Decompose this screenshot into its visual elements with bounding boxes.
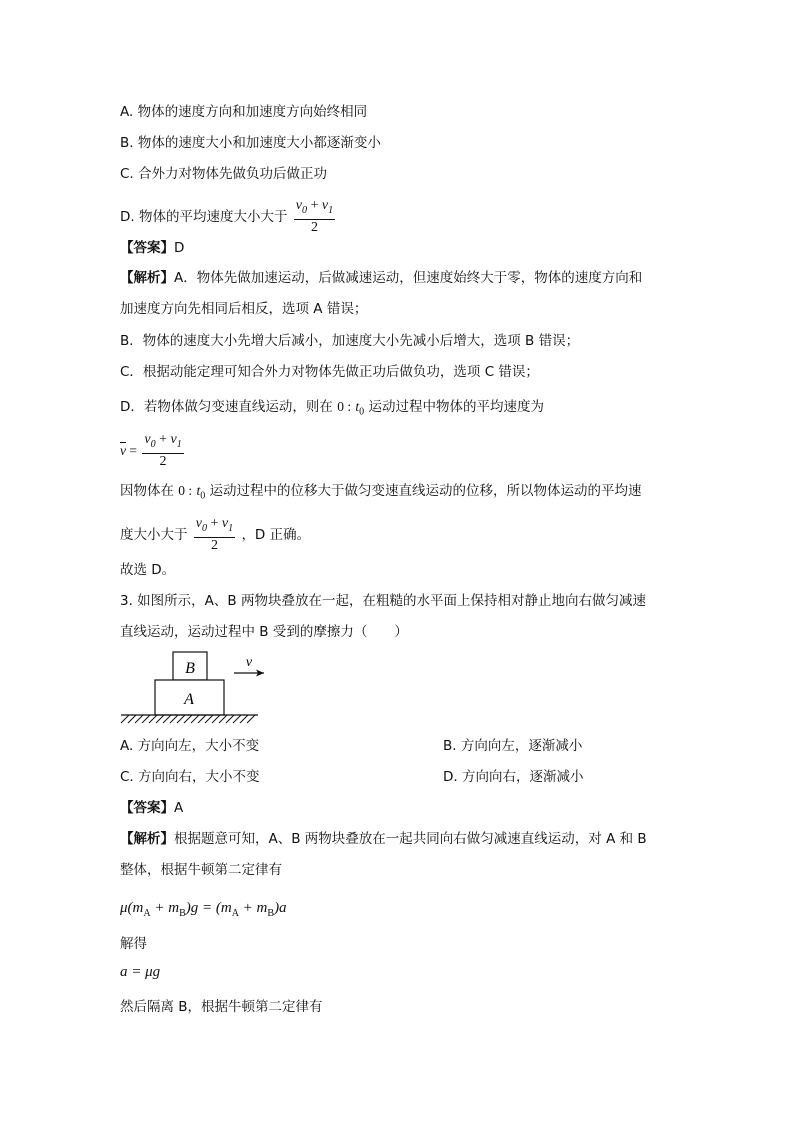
- q3-analysis-line-1: 【解析】根据题意可知，A、B 两物块叠放在一起共同向右做匀减速直线运动，对 A 和 B: [120, 831, 647, 847]
- q2-analysis-line-8: 度大小大于 $\frac{v_0 + v_1}{2}$ ，D 正确。: [120, 516, 311, 553]
- q3-stem-line-2: 直线运动，运动过程中 B 受到的摩擦力（ ）: [120, 624, 408, 640]
- q2-avg-velocity-formula: $\overline{v}$ = $\frac{v_0 + v_1}{2}$: [120, 432, 182, 469]
- q2-analysis-line-5: D．若物体做匀变速直线运动，则在 0 : $t_0$ 运动过程中物体的平均速度为: [120, 399, 544, 418]
- q2-analysis-line-2: 加速度方向先相同后相反，选项 A 错误；: [120, 301, 368, 317]
- q3-option-c: C. 方向向右，大小不变: [120, 769, 260, 785]
- q3-figure: [118, 648, 278, 730]
- q3-jiede: 解得: [120, 936, 147, 952]
- q2-option-c: C. 合外力对物体先做负功后做正功: [120, 166, 328, 182]
- q2-option-a: A. 物体的速度方向和加速度方向始终相同: [120, 104, 368, 120]
- fraction-v0-v1-over-2: $\frac{v_0 + v_1}{2}$: [295, 198, 334, 235]
- q2-conclusion: 故选 D。: [120, 562, 176, 578]
- q3-option-d: D. 方向向右，逐渐减小: [443, 769, 584, 785]
- q3-option-a: A. 方向向左，大小不变: [120, 738, 260, 754]
- q2-analysis-line-3: B．物体的速度大小先增大后减小，加速度大小先减小后增大，选项 B 错误；: [120, 333, 580, 349]
- q2-analysis-line-7: 因物体在 0 : $t_0$ 运动过程中的位移大于做匀变速直线运动的位移，所以物体运动的平均速: [120, 483, 642, 502]
- q2-option-b: B. 物体的速度大小和加速度大小都逐渐变小: [120, 135, 381, 151]
- q2-option-d-text: D. 物体的平均速度大小大于: [120, 208, 288, 225]
- q3-acceleration-equation: a = μg: [120, 964, 161, 980]
- velocity-label: v: [245, 655, 253, 670]
- q2-analysis-line-4: C．根据动能定理可知合外力对物体先做正功后做负功，选项 C 错误；: [120, 364, 539, 380]
- q3-stem-line-1: 3. 如图所示，A、B 两物块叠放在一起，在粗糙的水平面上保持相对静止地向右做匀减速: [120, 593, 646, 609]
- q3-analysis-line-2: 整体，根据牛顿第二定律有: [120, 862, 282, 878]
- q2-analysis-line-1: 【解析】A．物体先做加速运动，后做减速运动，但速度始终大于零，物体的速度方向和: [120, 270, 643, 286]
- q3-option-b: B. 方向向左，逐渐减小: [443, 738, 583, 754]
- q3-friction-equation: $\mu(m_A + m_B)g = (m_A + m_B)a$: [120, 900, 287, 919]
- q2-option-d: [120, 198, 337, 236]
- q3-analysis-last: 然后隔离 B，根据牛顿第二定律有: [120, 999, 323, 1015]
- ground-hatching: [121, 715, 255, 723]
- block-b-label: B: [185, 660, 195, 677]
- q3-answer: 【答案】A: [120, 800, 184, 816]
- block-a-label: A: [184, 691, 194, 708]
- q2-answer: 【答案】D: [120, 240, 185, 256]
